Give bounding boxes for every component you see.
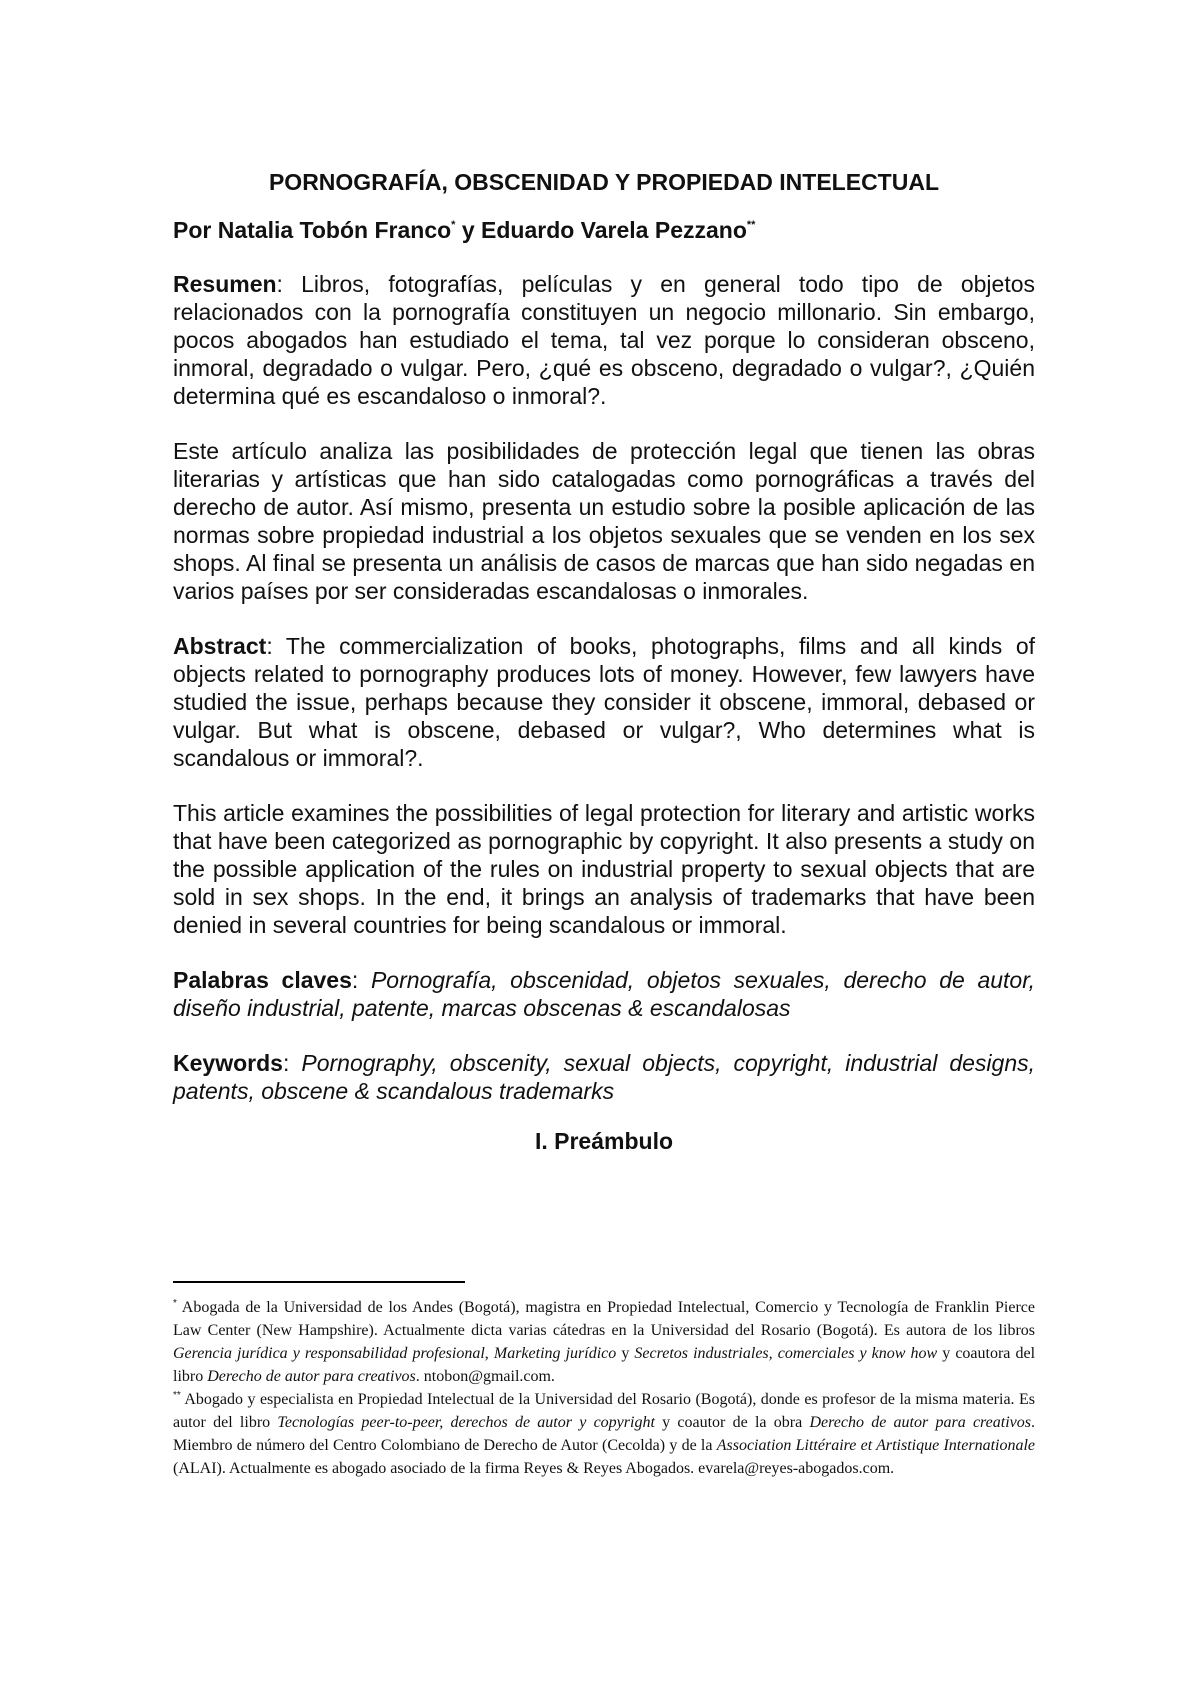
footnote-1-text: Abogada de la Universidad de los Andes (Bogotá), magistra en Propiedad Intelectual, Comercio y Tecnología de Franklin Pierce Law Center (New Hampshire). Actualmente dicta varias cátedras en la Universidad del Rosario (Bogotá). Es autora de los libros xyxy=(173,1299,1035,1339)
footnote-divider xyxy=(173,1281,465,1283)
abstract-label: Abstract xyxy=(173,633,267,659)
footnote-2-text: Abogado y especialista en Propiedad Intelectual de la Universidad del Rosario (Bogotá), donde es profesor de la misma materia. Es autor del libro xyxy=(173,1391,1035,1431)
footnotes xyxy=(173,1296,1035,1480)
footnote-1-and: y xyxy=(616,1345,635,1362)
footnote-2-coauthor: y coautor de la obra xyxy=(654,1414,810,1431)
author-line xyxy=(173,216,1035,244)
section-heading: I. Preámbulo xyxy=(534,1128,674,1154)
footnote-1-book-2: Marketing jurídico xyxy=(493,1345,617,1362)
resumen-paragraph-2: Este artículo analiza las posibilidades de protección legal que tienen las obras literarias y artísticas que han sido catalogadas como pornográficas a través del derecho de autor. Así mismo, presenta un estudio sobre la posible aplicación de las normas sobre propiedad industrial a los objetos sexuales que se venden en los sex shops. Al final se presenta un análisis de casos de marcas que han sido negadas en varios países por ser consideradas escandalosas o inmorales. xyxy=(173,438,1035,604)
footnote-mark-2: ** xyxy=(746,219,756,231)
footnote-2-member: . Miembro de número del Centro Colombiano de Derecho de Autor (Cecolda) y de la xyxy=(173,1414,1036,1454)
footnote-1-book-1: Gerencia jurídica y responsabilidad profesional xyxy=(173,1345,485,1362)
keywords xyxy=(173,1049,1035,1105)
article-title: PORNOGRAFÍA, OBSCENIDAD Y PROPIEDAD INTELECTUAL xyxy=(268,169,940,195)
footnote-2-mark: ** xyxy=(173,1390,181,1401)
footnote-1-book-3: Secretos industriales, comerciales y know how xyxy=(634,1345,938,1362)
article-body xyxy=(173,168,1035,1155)
palabras-text: Pornografía, obscenidad, objetos sexuales, derecho de autor, diseño industrial, patente, marcas obscenas & escandalosas xyxy=(173,967,1035,1021)
author-prefix: Por Natalia Tobón Franco xyxy=(173,217,452,243)
footnote-1 xyxy=(173,1296,1035,1388)
footnote-1-mark: * xyxy=(173,1298,177,1309)
abstract-paragraph xyxy=(173,632,1035,772)
palabras-claves xyxy=(173,966,1035,1022)
footnote-2-book-2: Derecho de autor para creativos xyxy=(809,1414,1032,1431)
author-middle: y Eduardo Varela Pezzano xyxy=(455,217,747,243)
footnote-1-email: . ntobon@gmail.com. xyxy=(415,1368,555,1385)
abstract-paragraph-2: This article examines the possibilities of legal protection for literary and artistic works that have been categorized as pornographic by copyright. It also presents a study on the possible application of the rules on industrial property to sexual objects that are sold in sex shops. In the end, it brings an analysis of trademarks that have been denied in several countries for being scandalous or immoral. xyxy=(173,800,1035,938)
palabras-sep: : xyxy=(351,967,371,993)
footnote-2-association: Association Littéraire et Artistique Internationale xyxy=(716,1437,1036,1454)
keywords-label: Keywords xyxy=(173,1050,283,1076)
footnote-mark-1: * xyxy=(451,219,456,231)
footnote-2 xyxy=(173,1388,1035,1480)
keywords-sep: : xyxy=(282,1050,302,1076)
resumen-paragraph xyxy=(173,270,1035,410)
resumen-text: : Libros, fotografías, películas y en general todo tipo de objetos relacionados con la pornografía constituyen un negocio millonario. Sin embargo, pocos abogados han estudiado el tema, tal vez porque lo consideran obsceno, inmoral, degradado o vulgar. Pero, ¿qué es obsceno, degradado o vulgar?, ¿Quién determina qué es escandaloso o inmoral?. xyxy=(173,271,1035,409)
keywords-text: Pornography, obscenity, sexual objects, copyright, industrial designs, patents, obscene & scandalous trademarks xyxy=(173,1050,1036,1104)
footnote-1-sep: , xyxy=(484,1345,494,1362)
footnote-1-coauthor: y coautora del libro xyxy=(173,1345,1036,1385)
abstract-text: : The commercialization of books, photographs, films and all kinds of objects related to pornography produces lots of money. However, few lawyers have studied the issue, perhaps because they consider it obscene, immoral, debased or vulgar. But what is obscene, debased or vulgar?, Who determines what is scandalous or immoral?. xyxy=(173,633,1035,771)
footnote-1-book-4: Derecho de autor para creativos xyxy=(207,1368,416,1385)
footnote-2-email: (ALAI). Actualmente es abogado asociado de la firma Reyes & Reyes Abogados. evarela@reyes-abogados.com. xyxy=(173,1460,895,1477)
resumen-label: Resumen xyxy=(173,271,277,297)
palabras-label: Palabras claves xyxy=(173,967,352,993)
footnote-2-book-1: Tecnologías peer-to-peer, derechos de autor y copyright xyxy=(277,1414,655,1431)
